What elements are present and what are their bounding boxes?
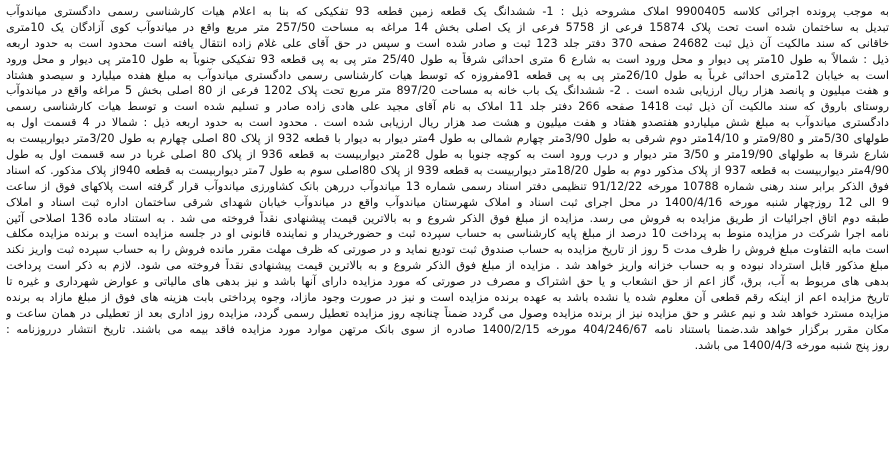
notice-text-line: 4/90متر دیواربیست به قطعه 937 از پلاک مذکور دوم به طول 18/20متر دیواربیست به قطعه 939 از پلاک 80اصلی سوم به طول 7متر دیواربیست به قطعه 940از پلاک مذکور. که اسناد <box>6 163 889 177</box>
notice-text-line: خاقانی که سند مالکیت آن ذیل ثبت 24682 صفحه 370 دفتر جلد 123 ثبت و صادر شده است و سپس در حق آقای علی غلام زاده انتقال یافته است محدود است به حدود اربعه <box>6 36 889 50</box>
notice-text-line: است به خیابان 12متری احداثی غرباً به طول 26/10متر پی به پی قطعه 91مفروزه که توسط هیات کارشناسی رسمی دادگستری میاندوآب به مبلغ هفده میلیارد و سیصدو هشتاد <box>6 68 889 82</box>
notice-text-line: ذیل : شمالاً به طول 10متر پی دیوار و محل ورود است به شارع 6 متری احداثی شرقاً به طول 25/40 متر پی به پی قطعه 93 تفکیکی جنوباً به طول 10متر پی دیوار و محل ورود <box>6 52 889 66</box>
notice-text-line: است مابه التفاوت مبلغ فروش را ظرف مدت 5 روز از تاریخ مزایده به حساب صندوق ثبت تودیع نماید و در صورتی که ظرف مهلت مقرر مانده فروش را به حساب سپرده ثبت واریز نکند <box>6 243 889 257</box>
notice-text-line: روستای باروق که سند مالکیت آن ذیل ثبت 1418 صفحه 266 دفتر جلد 11 املاک به نام آقای مجید علی هادی زاده صادر و تسلیم شده است و توسط هیات کارشناسی رسمی <box>6 100 889 114</box>
notice-text-line: بدهی های مربوط به آب، برق، گاز اعم از حق انشعاب و یا حق اشتراک و مصرف در صورتی که مورد مزایده دارای آنها باشد و نیز بدهی های مالیاتی و عوارض شهرداری و غیره تا <box>6 275 889 289</box>
notice-text-line: نامه اجرا شرکت در مزایده منوط به پرداخت 10 درصد از مبلغ پایه کارشناسی به حساب سپرده ثبت و حضورخریدار و نماینده قانونی او در جلسه مزایده است و برنده مزایده مکلف <box>6 227 889 241</box>
notice-text-line: دادگستری میاندوآب به مبلغ شش میلیاردو هفتصدو هفتاد و هفت میلیون و هشت صد هزار ریال ارزیابی شده است . محدود است به حدود اربعه ذیل : شمالا در 4 قسمت اول به <box>6 116 889 130</box>
notice-text-line: مبلغ مذکور قابل استرداد نبوده و به حساب خزانه واریز خواهد شد . مزایده از مبلغ فوق الذکر شروع و به بالاترین قیمت پیشنهادی نقداً فروخته می شود. لازم به ذکر است پرداخت <box>6 259 889 273</box>
notice-text-line: به موجب پرونده اجرائی کلاسه 9900405 املاک مشروحه ذیل : 1- ششدانگ یک قطعه زمین قطعه 93 تفکیکی که بنا به اعلام هیات کارشناسی رسمی دادگستری میاندوآب <box>6 5 889 18</box>
legal-notice-document <box>6 4 889 447</box>
notice-text-line: و هفت میلیون و پانصد هزار ریال ارزیابی شده است . 2- ششدانگ یک باب خانه به مساحت 897/20 متر مربع تحت پلاک 1202 فرعی از 80 اصلی بخش 5 مراغه واقع در میاندوآب <box>6 84 889 98</box>
notice-text-line: طولهای 5/30متر و 9/80متر و 14/10متر دوم شرقی به طول 3/90متر چهارم شمالی به طول 4متر دیوار به دیوار با قطعه 932 از پلاک 80 اصلی چهارم به طول 3/20متر دیواربیست به <box>6 132 889 146</box>
notice-text-line: مکان مقرر برگزار خواهد شد.ضمنا باستناد نامه 404/246/67 مورخه 1400/2/15 صادره از سوی بانک مرتهن موارد مورد مزایده فاقد بیمه می باشند. تاریخ انتشار درروزنامه : <box>6 322 889 336</box>
notice-text-line: شارع شرقا به طولهای 19/90متر و 3/50 متر دیوار و درب ورود است به کوچه جنوبا به طول 28متر دیواربیست به قطعه 936 از پلاک 80 اصلی غربا در سه قسمت اول به طول <box>6 148 889 162</box>
notice-text-line: روز پنج شنبه مورخه 1400/4/3 می باشد. <box>694 338 889 352</box>
notice-text-line: 9 الی 12 روزچهار شنبه مورخه 1400/4/16 در محل اجرای ثبت اسناد و املاک شهرستان میاندوآب واقع در میاندوآب خیابان شهدای شرقی ساختمان اداره ثبت اسناد و املاک <box>6 195 889 209</box>
notice-text-line: تبدیل به ساختمان شده است تحت پلاک 15874 فرعی از 5758 فرعی از یک اصلی بخش 14 مراغه به مساحت 257/50 متر مربع واقع در میاندوآب کوی آزادگان یک 10متری <box>6 20 889 34</box>
notice-text-line: مزایده مسترد خواهد شد و نیم عشر و حق مزایده نیز از برنده مزایده وصول می گردد ضمناً چنانچه روز مزایده تعطیل رسمی گردد، مزایده روز اداری بعد از تعطیلی در همان ساعت و <box>6 306 889 320</box>
notice-text-line: طبقه دوم اتاق اجرائیات از طریق مزایده به فروش می رسد. مزایده از مبلغ فوق الذکر شروع و به بالاترین قیمت پیشنهادی نقداً فروخته می شد . به استناد ماده 136 اصلاحی آئین <box>6 211 889 225</box>
notice-text-line: فوق الذکر برابر سند رهنی شماره 10788 مورخه 91/12/22 تنظیمی دفتر اسناد رسمی شماره 13 میاندوآب دررهن بانک کشاورزی میاندوآب قرار گرفته است پلاکهای فوق از ساعت <box>6 179 889 193</box>
notice-text-line: تاریخ مزایده اعم از اینکه رقم قطعی آن معلوم شده یا نشده باشد به عهده برنده مزایده است و نیز در صورت وجود مازاد، وجوه پرداختی بابت هزینه های فوق از مبلغ مازاد به برنده <box>6 291 889 305</box>
